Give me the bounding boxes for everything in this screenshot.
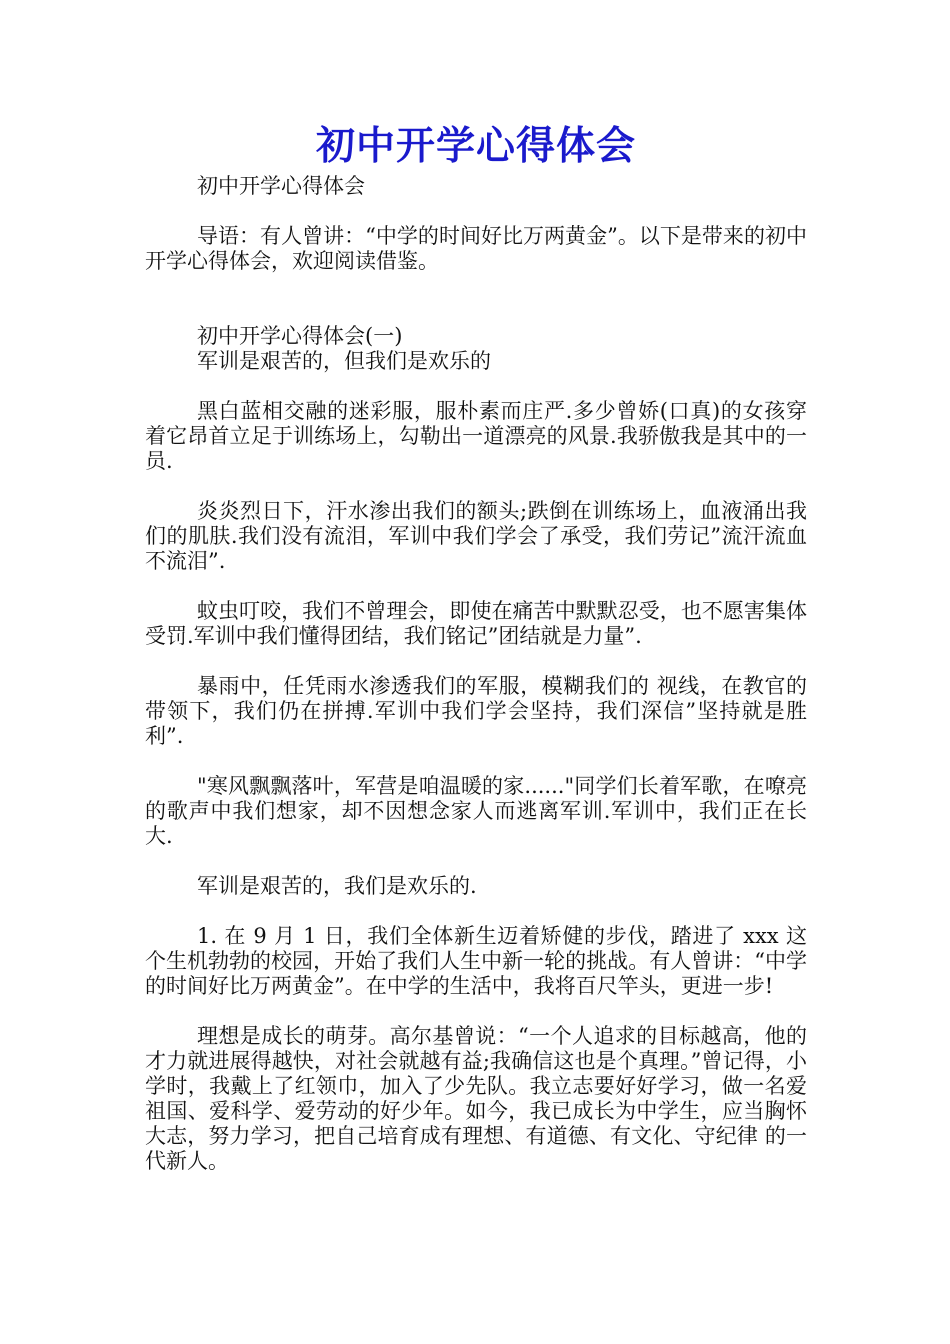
spacer	[145, 474, 807, 499]
spacer	[145, 199, 807, 224]
body-paragraph: 理想是成长的萌芽。高尔基曾说：“一个人追求的目标越高，他的才力就进展得越快，对社会就越有益;我确信这也是个真理。”曾记得，小学时，我戴上了红领巾，加入了少先队。我立志要好好学习，做一名爱祖国、爱科学、爱劳动的好少年。如今，我已成长为中学生，应当胸怀大志，努力学习，把自己培育成有理想、有道德、有文化、守纪律 的一代新人。	[145, 1024, 807, 1173]
body-paragraph: 炎炎烈日下，汗水渗出我们的额头;跌倒在训练场上，血液涌出我们的肌肤.我们没有流泪，军训中我们学会了承受，我们劳记”流汗流血不流泪”.	[145, 499, 807, 573]
body-paragraph: 蚊虫叮咬，我们不曾理会，即使在痛苦中默默忍受，也不愿害集体受罚.军训中我们懂得团结，我们铭记”团结就是力量”.	[145, 599, 807, 648]
spacer	[145, 274, 807, 324]
spacer	[145, 899, 807, 924]
spacer	[145, 649, 807, 674]
spacer	[145, 999, 807, 1024]
intro-paragraph: 导语：有人曾讲：“中学的时间好比万两黄金”。以下是带来的初中开学心得体会，欢迎阅读借鉴。	[145, 224, 807, 273]
document-title: 初中开学心得体会	[315, 123, 636, 169]
spacer	[145, 374, 807, 399]
section-heading: 初中开学心得体会(一)	[197, 324, 403, 348]
section-subheading: 军训是艰苦的，但我们是欢乐的	[197, 349, 491, 373]
document-subtitle: 初中开学心得体会	[197, 174, 365, 198]
body-paragraph: 1. 在 9 月 1 日，我们全体新生迈着矫健的步伐，踏进了 xxx 这个生机勃勃的校园，开始了我们人生中新一轮的挑战。有人曾讲：“中学的时间好比万两黄金”。在中学的生活中，我将百尺竿头，更进一步!	[145, 924, 807, 998]
spacer	[145, 849, 807, 874]
body-paragraph: 黑白蓝相交融的迷彩服，服朴素而庄严.多少曾娇(口真)的女孩穿着它昂首立足于训练场上，勾勒出一道漂亮的风景.我骄傲我是其中的一员.	[145, 399, 807, 473]
body-paragraph: 暴雨中，任凭雨水渗透我们的军服，模糊我们的 视线，在教官的带领下，我们仍在拼搏.军训中我们学会坚持，我们深信”坚持就是胜利”.	[145, 674, 807, 748]
spacer	[145, 749, 807, 774]
spacer	[145, 574, 807, 599]
body-paragraph: 军训是艰苦的，我们是欢乐的.	[197, 874, 477, 898]
body-paragraph: "寒风飘飘落叶，军营是咱温暖的家......"同学们长着军歌，在嘹亮的歌声中我们想家，却不因想念家人而逃离军训.军训中，我们正在长大.	[145, 774, 807, 848]
document-page	[145, 118, 807, 1174]
